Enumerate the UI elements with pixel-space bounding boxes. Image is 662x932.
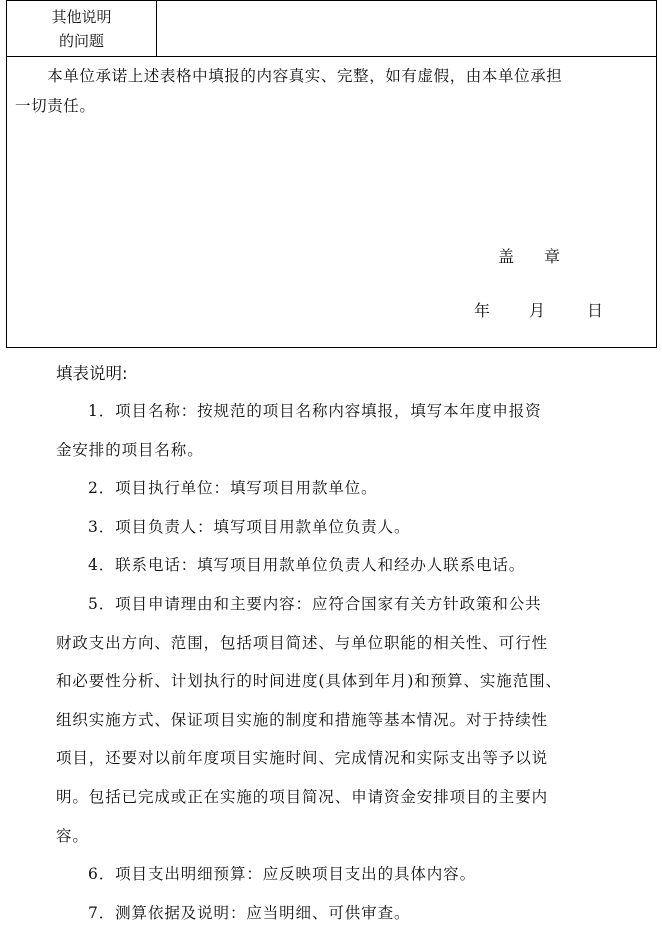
note-line: 明。包括已完成或正在实施的项目简况、申请资金安排项目的主要内 — [56, 787, 549, 806]
note-line: 和必要性分析、计划执行的时间进度(具体到年月)和预算、实施范围、 — [56, 672, 562, 691]
date-year-label: 年 — [474, 301, 491, 320]
date-day-label: 日 — [587, 301, 604, 320]
note-line: 5．项目申请理由和主要内容：应符合国家有关方针政策和公共 — [88, 594, 542, 613]
notes-title: 填表说明: — [56, 364, 128, 383]
other-issues-value — [157, 1, 656, 56]
other-issues-row — [7, 1, 656, 57]
note-line: 财政支出方向、范围，包括项目简述、与单位职能的相关性、可行性 — [56, 633, 549, 652]
other-issues-label-line1: 其他说明 — [51, 7, 112, 26]
note-line: 7．测算依据及说明：应当明细、可供审查。 — [88, 903, 411, 922]
note-line: 组织实施方式、保证项目实施的制度和措施等基本情况。对于持续性 — [56, 710, 549, 729]
other-issues-label — [7, 1, 157, 56]
form-notes — [56, 392, 616, 932]
note-line: 金安排的项目名称。 — [56, 440, 204, 459]
commitment-line-1: 本单位承诺上述表格中填报的内容真实、完整，如有虚假，由本单位承担 — [15, 67, 563, 85]
note-line: 1．项目名称：按规范的项目名称内容填报，填写本年度申报资 — [88, 402, 542, 420]
note-line: 2．项目执行单位：填写项目用款单位。 — [88, 479, 378, 498]
note-line: 3．项目负责人：填写项目用款单位负责人。 — [88, 517, 411, 536]
commitment-statement — [15, 61, 651, 121]
commitment-line-2: 一切责任。 — [15, 97, 96, 115]
stamp-label: 盖章 — [498, 247, 591, 266]
other-issues-label-line2: 的问题 — [58, 31, 104, 50]
note-line: 容。 — [56, 826, 89, 845]
date-month-label: 月 — [529, 301, 546, 320]
note-line: 项目，还要对以前年度项目实施时间、完成情况和实际支出等予以说 — [56, 749, 549, 768]
note-line: 6．项目支出明细预算：应反映项目支出的具体内容。 — [88, 865, 476, 884]
note-line: 4．联系电话：填写项目用款单位负责人和经办人联系电话。 — [88, 556, 526, 575]
declaration-form-table — [6, 0, 657, 348]
